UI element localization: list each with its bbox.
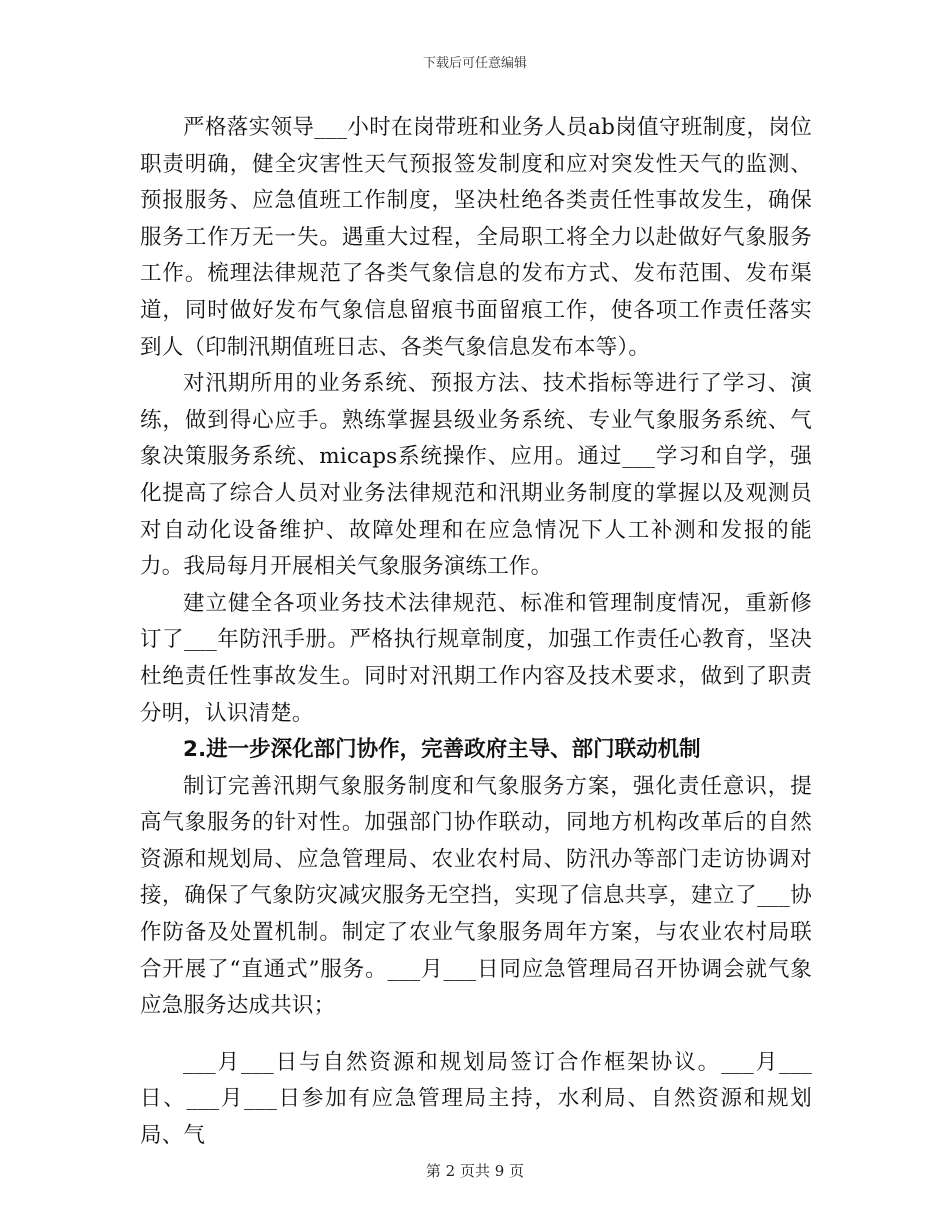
paragraph-duty-system: 严格落实领导___小时在岗带班和业务人员ab岗值守班制度，岗位职责明确，健全灾害性天气预报签发制度和应对突发性天气的监测、预报服务、应急值班工作制度，坚决杜绝各类责任性事故发生，确保服务工作万无一失。遇重大过程，全局职工将全力以赴做好气象服务工作。梳理法律规范了各类气象信息的发布方式、发布范围、发布渠道，同时做好发布气象信息留痕书面留痕工作，使各项工作责任落实到人（印制汛期值班日志、各类气象信息发布本等）。: [140, 115, 812, 360]
paragraph-regulations: 建立健全各项业务技术法律规范、标准和管理制度情况，重新修订了___年防汛手册。严格执行规章制度，加强工作责任心教育，坚决杜绝责任性事故发生。同时对汛期工作内容及技术要求，做到了职责分明，认识清楚。: [140, 590, 812, 726]
paragraph-cooperation: 制订完善汛期气象服务制度和气象服务方案，强化责任意识，提高气象服务的针对性。加强部门协作联动，同地方机构改革后的自然资源和规划局、应急管理局、农业农村局、防汛办等部门走访协调对接，确保了气象防灾减灾服务无空挡，实现了信息共享，建立了___协作防备及处置机制。制定了农业气象服务周年方案，与农业农村局联合开展了“直通式”服务。___月___日同应急管理局召开协调会就气象应急服务达成共识；: [140, 773, 812, 1019]
section-heading: 2.进一步深化部门协作，完善政府主导、部门联动机制: [183, 737, 701, 763]
paragraph-training: 对汛期所用的业务系统、预报方法、技术指标等进行了学习、演练，做到得心应手。熟练掌握县级业务系统、专业气象服务系统、气象决策服务系统、micaps系统操作、应用。通过___学习和自学，强化提高了综合人员对业务法律规范和汛期业务制度的掌握以及观测员对自动化设备维护、故障处理和在应急情况下人工补测和发报的能力。我局每月开展相关气象服务演练工作。: [140, 371, 812, 580]
paragraph-agreements: ___月___日与自然资源和规划局签订合作框架协议。___月___日、___月___日参加有应急管理局主持，水利局、自然资源和规划局、气: [140, 1049, 812, 1149]
document-body: [140, 110, 812, 1155]
paragraph-gap: [140, 1025, 812, 1045]
page-header: 下载后可任意编辑: [422, 56, 527, 71]
page-number: 第 2 页共 9 页: [425, 1162, 525, 1180]
